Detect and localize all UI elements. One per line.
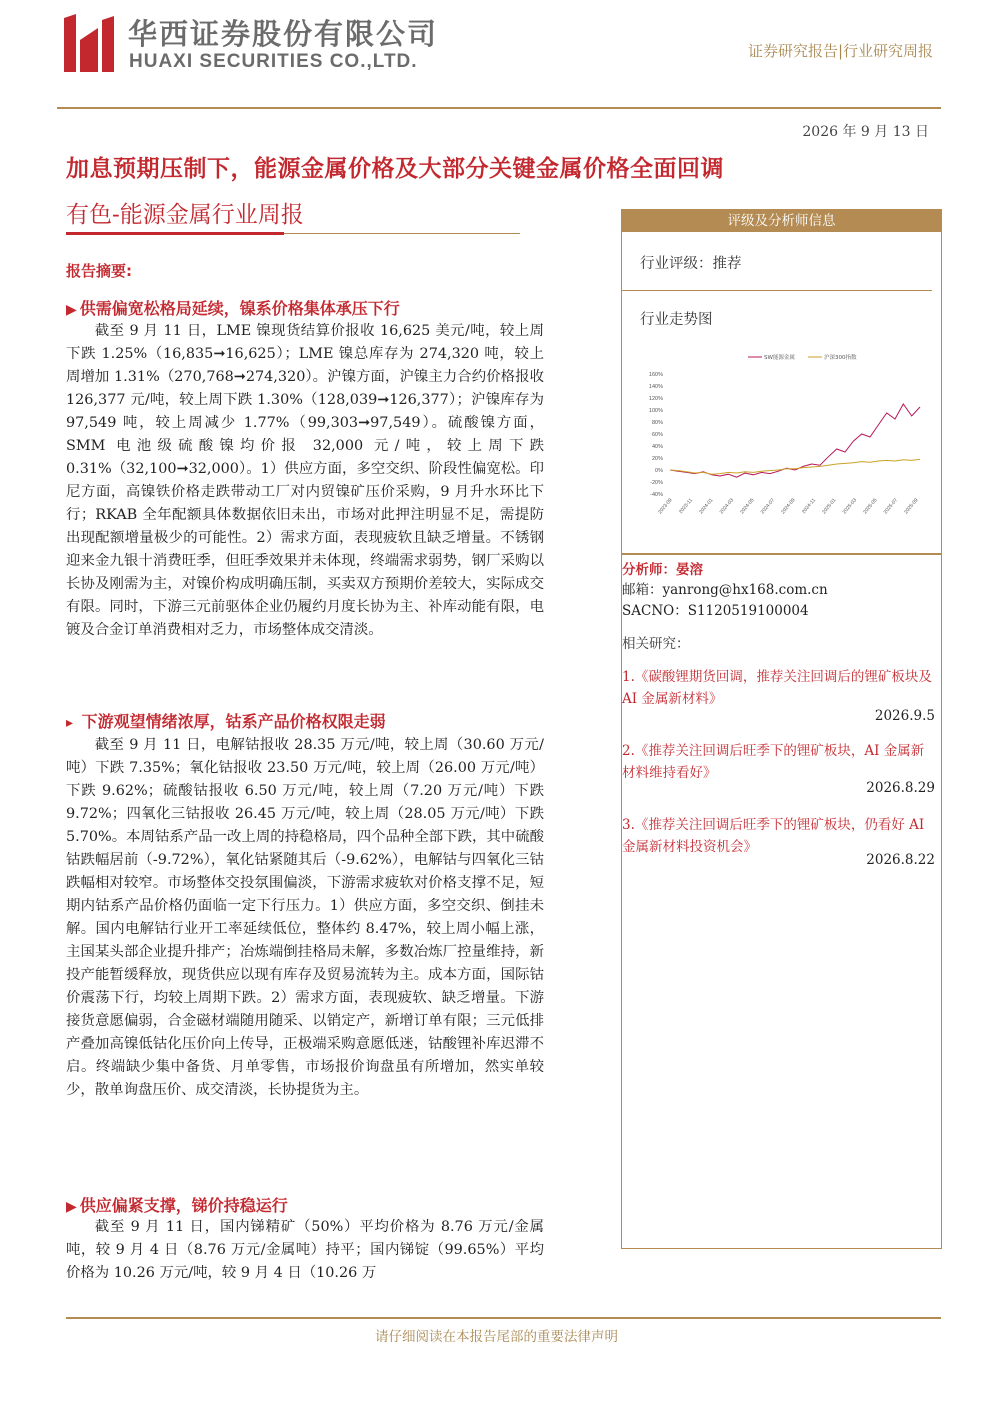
y-tick-label: 0% [655, 468, 663, 474]
y-tick-label: 40% [651, 444, 663, 450]
industry-rating: 行业评级：推荐 [640, 256, 742, 272]
company-name-cn: 华西证券股份有限公司 [128, 17, 439, 51]
footer-divider [66, 1317, 941, 1319]
company-logo-icon [62, 14, 114, 72]
x-tick-label: 2025-03 [841, 497, 859, 516]
related-report-link[interactable]: 3.《推荐关注回调后旺季下的锂矿板块，仍看好 AI 金属新材料投资机会》 [622, 817, 925, 855]
triangle-bullet-icon: ▸ [66, 715, 74, 731]
x-tick-label: 2025-01 [821, 497, 838, 516]
trend-chart-title: 行业走势图 [640, 312, 713, 328]
section-heading-antimony: ▶ 供应偏紧支撑，锑价持稳运行 [66, 1196, 288, 1215]
section-text-cobalt: 截至 9 月 11 日，电解钴报收 28.35 万元/吨，较上周（30.60 万元/吨）下跌 7.35%；氧化钴报收 23.50 万元/吨，较上周（26.00 万元/吨）下跌 9.62%；硫酸钴报收 6.50 万元/吨，较上周（7.20 万元/吨）下跌 9.72%；四氧化三钴报收 26.45 万元/吨，较上周（28.05 万元/吨）下跌 5.70%。本周钴系产品一改上周的持稳格局，四个品种全部下跌，其中硫酸钴跌幅居前（-9.72%），氧化钴紧随其后（-9.62%），电解钴与四氧化三钴跌幅相对较窄。市场整体交投氛围偏淡，下游需求疲软对价格支撑不足，短期内钴系产品价格仍面临一定下行压力。1）供应方面，多空交织、倒挂未解。国内电解钴行业开工率延续低位，整体约 8.47%，较上周小幅上涨，主国某头部企业提升排产；冶炼端倒挂格局未解，多数冶炼厂控量维持，新投产能暂缓释放，现货供应以现有库存及贸易流转为主。成本方面，国际钴价震荡下行，均较上周期下跌。2）需求方面，表现疲软、缺乏增量。下游接货意愿偏弱，合金磁材端随用随采、以销定产，新增订单有限；三元低排产叠加高镍低钴化压价向上传导，正极端采购意愿低迷，钴酸锂补库迟滞不启。终端缺少集中备货、月单零售，市场报价询盘虽有所增加，然实单较少，散单询盘压价、成交清淡，长协提货为主。 [66, 737, 544, 1098]
related-report-date: 2026.8.22 [866, 852, 935, 868]
section-text-antimony: 截至 9 月 11 日，国内锑精矿（50%）平均价格为 8.76 万元/金属吨，较 9 月 4 日（8.76 万元/金属吨）持平；国内锑锭（99.65%）平均价格为 10.26 万元/吨，较 9 月 4 日（10.26 万 [66, 1219, 544, 1281]
analyst-info-box [621, 209, 942, 1249]
analyst-email: 邮箱：yanrong@hx168.com.cn [622, 582, 828, 598]
legend-label: SW能源金属 [764, 355, 795, 361]
industry-trend-chart [638, 344, 928, 524]
section-text-nickel: 截至 9 月 11 日，LME 镍现货结算价报收 16,625 美元/吨，较上周下跌 1.25%（16,835➞16,625）；LME 镍总库存为 274,320 吨，较上周增加 1.31%（270,768➞274,320）。沪镍方面，沪镍主力合约价格报收 126,377 元/吨，较上周下跌 1.30%（128,039➞126,377）；沪镍库存为 97,549 吨，较上周减少 1.77%（99,303➞97,549）。硫酸镍方面，SMM 电池级硫酸镍均价报 32,000 元/吨，较上周下跌 0.31%（32,100➞32,000）。1）供应方面，多空交织、阶段性偏宽松。印尼方面，高镍铁价格走跌带动工厂对内贸镍矿压价采购，9 月升水环比下行；RKAB 全年配额具体数据依旧未出，市场对此押注明显不足，需提防出现配额增量极少的可能性。2）需求方面，表现疲软且缺乏增量。不锈钢迎来金九银十消费旺季，但旺季效果并未体现，终端需求弱势，钢厂采购以长协及刚需为主，对镍价构成明确压制，买卖双方预期价差较大，实际成交有限。同时，下游三元前驱体企业仍履约月度长协为主、补库动能有限，电镀及合金订单消费相对乏力，市场整体成交清淡。 [66, 323, 544, 638]
section-heading-cobalt: ▸ 下游观望情绪浓厚，钴系产品价格权限走弱 [66, 712, 386, 731]
x-tick-label: 2024-09 [780, 497, 797, 516]
related-report-link[interactable]: 1.《碳酸锂期货回调，推荐关注回调后的锂矿板块及 AI 金属新材料》 [622, 669, 932, 707]
x-tick-label: 2025-07 [882, 497, 900, 516]
x-tick-label: 2025-05 [862, 497, 879, 516]
related-report-date: 2026.8.29 [866, 780, 935, 796]
page-title: 加息预期压制下，能源金属价格及大部分关键金属价格全面回调 [66, 156, 724, 182]
report-type: 证券研究报告|行业研究周报 [747, 42, 933, 60]
related-research-heading: 相关研究： [622, 636, 690, 652]
triangle-bullet-icon: ▶ [66, 302, 77, 318]
x-tick-label: 2023-11 [677, 497, 695, 516]
analyst-sacno: SACNO：S1120519100004 [622, 603, 809, 619]
x-tick-label: 2024-07 [759, 497, 777, 516]
series-line [670, 459, 920, 474]
y-tick-label: 60% [651, 432, 663, 438]
x-tick-label: 2025-09 [903, 497, 920, 516]
y-tick-label: 80% [651, 420, 663, 426]
y-tick-label: 140% [648, 384, 663, 390]
analyst-divider [622, 553, 941, 555]
y-tick-label: 20% [651, 456, 663, 462]
abstract-heading: 报告摘要: [66, 262, 132, 280]
x-tick-label: 2024-01 [698, 497, 715, 516]
x-tick-label: 2024-03 [718, 497, 736, 516]
y-tick-label: 120% [648, 396, 663, 402]
subtitle-divider [284, 233, 520, 234]
legend-label: 沪深300指数 [824, 355, 857, 361]
legal-notice: 请仔细阅读在本报告尾部的重要法律声明 [375, 1329, 618, 1345]
analyst-info-box-title: 评级及分析师信息 [622, 210, 941, 232]
y-tick-label: 100% [648, 408, 663, 414]
x-tick-label: 2024-05 [739, 497, 756, 516]
x-tick-label: 2023-09 [657, 497, 674, 516]
y-tick-label: -20% [650, 480, 663, 486]
related-report-date: 2026.9.5 [874, 708, 935, 724]
triangle-bullet-icon: ▶ [66, 1199, 77, 1215]
rating-divider [622, 290, 932, 291]
related-report-link[interactable]: 2.《推荐关注回调后旺季下的锂矿板块，AI 金属新材料维持看好》 [622, 743, 925, 781]
section-heading-nickel: ▶ 供需偏宽松格局延续，镍系价格集体承压下行 [66, 299, 400, 318]
report-date: 2026 年 9 月 13 日 [802, 124, 929, 140]
header-divider [57, 107, 941, 109]
x-tick-label: 2024-11 [800, 497, 818, 516]
page-subtitle: 有色-能源金属行业周报 [66, 202, 304, 228]
company-name-en: HUAXI SECURITIES CO.,LTD. [129, 51, 418, 72]
series-line [670, 404, 920, 477]
subtitle-underline [66, 232, 284, 235]
y-tick-label: 160% [648, 372, 663, 378]
y-tick-label: -40% [650, 492, 663, 498]
analyst-name: 分析师：晏溶 [622, 562, 703, 578]
